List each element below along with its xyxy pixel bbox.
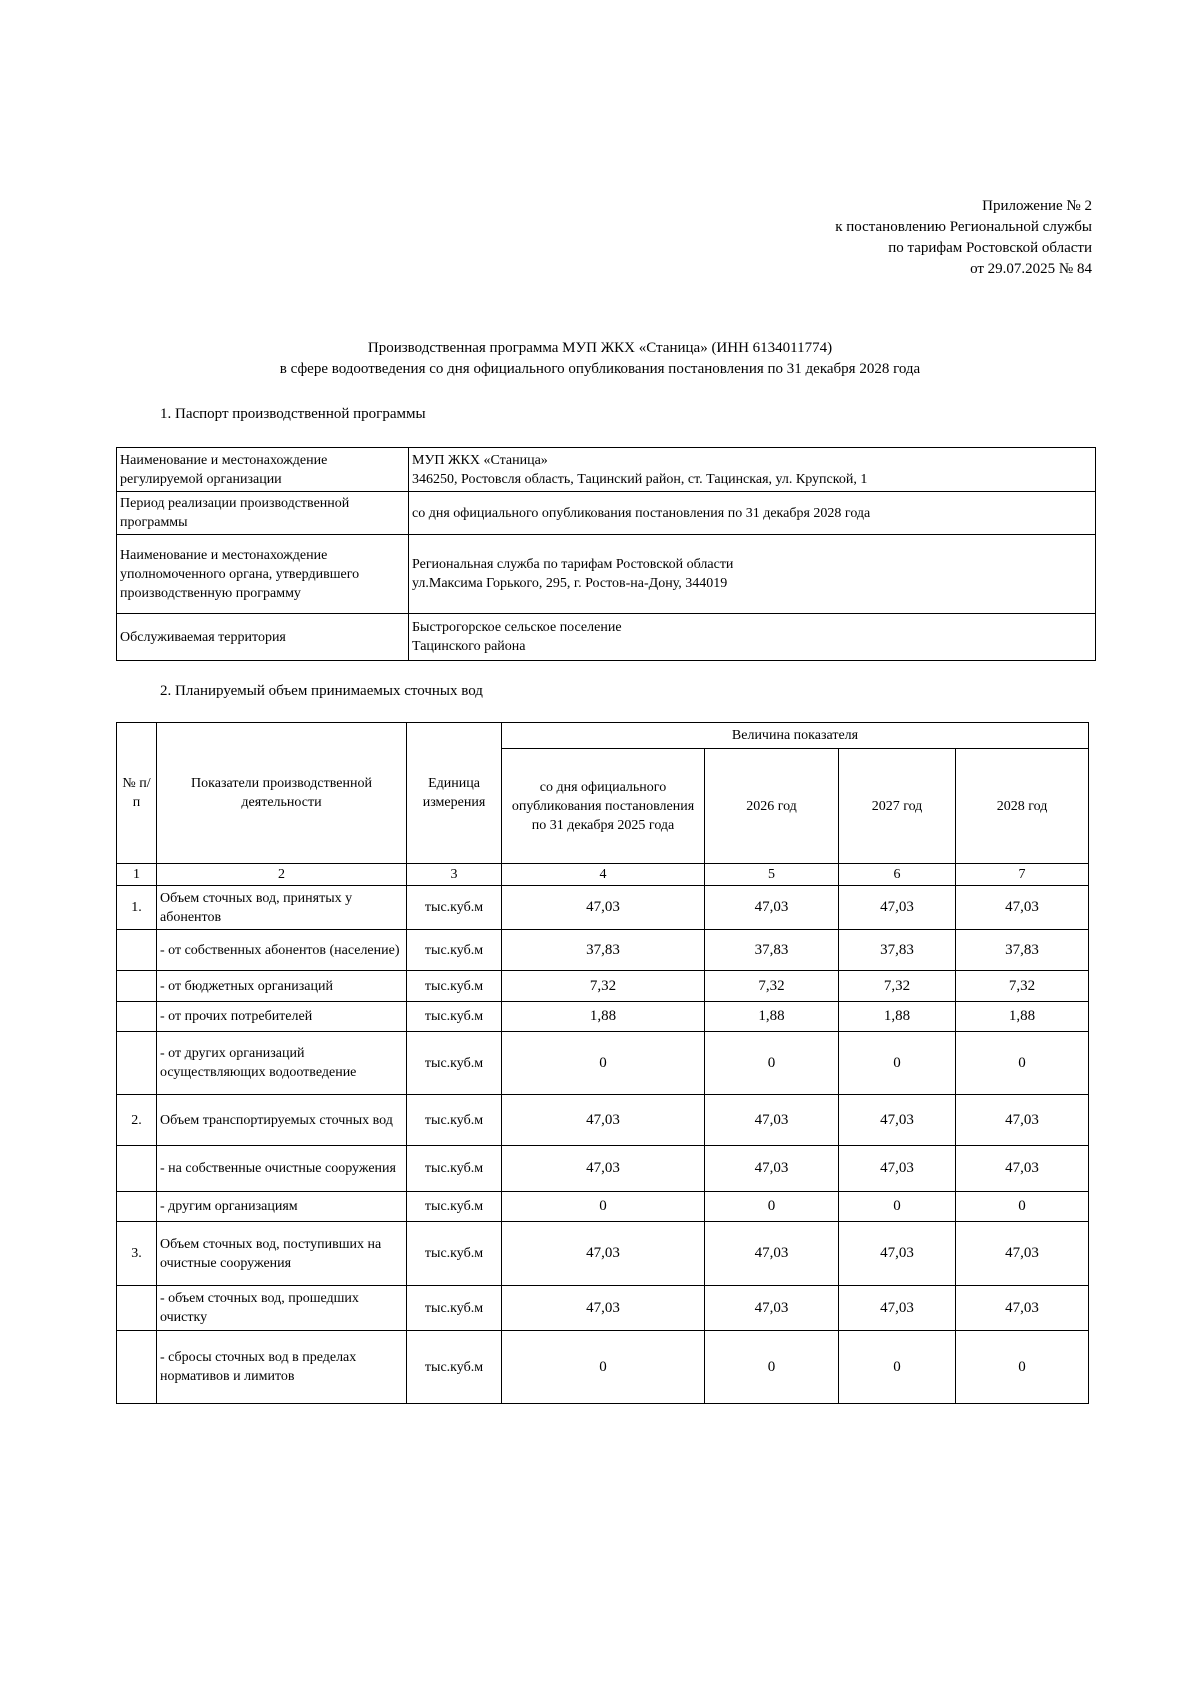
- row-value: 47,03: [839, 1095, 956, 1146]
- passport-value-line: Региональная служба по тарифам Ростовской области: [412, 557, 734, 572]
- row-value: 37,83: [705, 930, 839, 971]
- row-unit: тыс.куб.м: [407, 971, 502, 1002]
- passport-label: Наименование и местонахождение уполномоченного органа, утвердившего производственную программу: [117, 535, 409, 614]
- passport-label: Период реализации производственной программы: [117, 492, 409, 535]
- header-indicator: Показатели производственной деятельности: [157, 723, 407, 864]
- row-indicator: - на собственные очистные сооружения: [157, 1146, 407, 1192]
- row-value: 47,03: [502, 1146, 705, 1192]
- row-indicator: - от собственных абонентов (население): [157, 930, 407, 971]
- passport-value-line: Быстрогорское сельское поселение: [412, 620, 622, 635]
- row-value: 47,03: [502, 1222, 705, 1286]
- table-row: [117, 1222, 1089, 1286]
- row-value: 47,03: [956, 1222, 1089, 1286]
- table-row: [117, 492, 1096, 535]
- row-value: 1,88: [839, 1002, 956, 1032]
- row-unit: тыс.куб.м: [407, 1146, 502, 1192]
- row-value: 37,83: [956, 930, 1089, 971]
- table-row: [117, 1095, 1089, 1146]
- row-value: 0: [839, 1192, 956, 1222]
- row-value: 0: [956, 1032, 1089, 1095]
- appendix-line: от 29.07.2025 № 84: [970, 261, 1092, 277]
- passport-value: [409, 492, 1096, 535]
- row-indicator: Объем сточных вод, принятых у абонентов: [157, 886, 407, 930]
- row-unit: тыс.куб.м: [407, 1331, 502, 1404]
- row-number: [117, 1032, 157, 1095]
- column-number: 7: [956, 864, 1089, 886]
- row-unit: тыс.куб.м: [407, 886, 502, 930]
- column-number: 1: [117, 864, 157, 886]
- row-value: 1,88: [956, 1002, 1089, 1032]
- document-title: [0, 338, 1200, 380]
- header-year-2028: 2028 год: [956, 749, 1089, 864]
- row-number: [117, 1146, 157, 1192]
- row-value: 0: [839, 1032, 956, 1095]
- passport-value: [409, 448, 1096, 492]
- passport-value: [409, 614, 1096, 661]
- row-value: 1,88: [502, 1002, 705, 1032]
- row-unit: тыс.куб.м: [407, 930, 502, 971]
- row-value: 47,03: [502, 1095, 705, 1146]
- table-row: [117, 1192, 1089, 1222]
- row-value: 7,32: [705, 971, 839, 1002]
- row-value: 47,03: [839, 1222, 956, 1286]
- row-value: 0: [705, 1331, 839, 1404]
- row-number: 3.: [117, 1222, 157, 1286]
- row-number: 2.: [117, 1095, 157, 1146]
- header-row: [117, 723, 1089, 749]
- row-value: 0: [956, 1192, 1089, 1222]
- row-value: 1,88: [705, 1002, 839, 1032]
- header-period1: со дня официального опубликования постановления по 31 декабря 2025 года: [502, 749, 705, 864]
- row-unit: тыс.куб.м: [407, 1222, 502, 1286]
- row-value: 47,03: [839, 886, 956, 930]
- row-unit: тыс.куб.м: [407, 1286, 502, 1331]
- title-line: Производственная программа МУП ЖКХ «Станица» (ИНН 6134011774): [367, 340, 833, 356]
- appendix-line: по тарифам Ростовской области: [888, 240, 1092, 256]
- row-indicator: Объем сточных вод, поступивших на очистные сооружения: [157, 1222, 407, 1286]
- row-value: 0: [502, 1331, 705, 1404]
- row-indicator: - объем сточных вод, прошедших очистку: [157, 1286, 407, 1331]
- row-value: 0: [502, 1032, 705, 1095]
- header-no: № п/п: [117, 723, 157, 864]
- row-value: 47,03: [956, 1286, 1089, 1331]
- column-number: 5: [705, 864, 839, 886]
- row-indicator: - от бюджетных организаций: [157, 971, 407, 1002]
- column-number: 4: [502, 864, 705, 886]
- row-value: 7,32: [502, 971, 705, 1002]
- appendix-line: Приложение № 2: [982, 198, 1092, 214]
- row-value: 47,03: [705, 1286, 839, 1331]
- row-unit: тыс.куб.м: [407, 1032, 502, 1095]
- row-value: 47,03: [705, 1222, 839, 1286]
- table-row: [117, 1146, 1089, 1192]
- row-number: [117, 1286, 157, 1331]
- passport-label: Обслуживаемая территория: [117, 614, 409, 661]
- row-value: 47,03: [839, 1146, 956, 1192]
- row-number: [117, 1331, 157, 1404]
- row-value: 47,03: [956, 1146, 1089, 1192]
- table-row: [117, 1286, 1089, 1331]
- row-value: 47,03: [502, 1286, 705, 1331]
- column-number: 6: [839, 864, 956, 886]
- row-value: 47,03: [839, 1286, 956, 1331]
- row-value: 47,03: [705, 1146, 839, 1192]
- header-unit: Единица измерения: [407, 723, 502, 864]
- row-indicator: - другим организациям: [157, 1192, 407, 1222]
- passport-table: [116, 447, 1096, 661]
- row-value: 47,03: [956, 886, 1089, 930]
- table-row: [117, 1032, 1089, 1095]
- table-row: [117, 448, 1096, 492]
- table-row: [117, 971, 1089, 1002]
- row-value: 37,83: [502, 930, 705, 971]
- row-unit: тыс.куб.м: [407, 1192, 502, 1222]
- row-value: 47,03: [502, 886, 705, 930]
- row-indicator: - от других организаций осуществляющих водоотведение: [157, 1032, 407, 1095]
- passport-value-line: 346250, Ростовсля область, Тацинский район, ст. Тацинская, ул. Крупской, 1: [412, 471, 868, 487]
- passport-value-line: ул.Максима Горького, 295, г. Ростов-на-Дону, 344019: [412, 576, 728, 591]
- table-row: [117, 1331, 1089, 1404]
- column-number-row: [117, 864, 1089, 886]
- passport-value: [409, 535, 1096, 614]
- row-value: 37,83: [839, 930, 956, 971]
- passport-value-line: МУП ЖКХ «Станица»: [412, 452, 548, 468]
- passport-value-line: со дня официального опубликования постановления по 31 декабря 2028 года: [412, 505, 871, 521]
- table-row: [117, 535, 1096, 614]
- row-value: 0: [705, 1192, 839, 1222]
- header-year-2027: 2027 год: [839, 749, 956, 864]
- column-number: 3: [407, 864, 502, 886]
- table-row: [117, 886, 1089, 930]
- row-number: [117, 1002, 157, 1032]
- row-number: 1.: [117, 886, 157, 930]
- table-row: [117, 614, 1096, 661]
- section-heading-passport: 1. Паспорт производственной программы: [160, 406, 426, 422]
- passport-value-line: Тацинского района: [412, 639, 526, 654]
- row-indicator: Объем транспортируемых сточных вод: [157, 1095, 407, 1146]
- row-number: [117, 971, 157, 1002]
- row-value: 47,03: [705, 886, 839, 930]
- row-indicator: - от прочих потребителей: [157, 1002, 407, 1032]
- title-line: в сфере водоотведения со дня официального опубликования постановления по 31 декабря 2028 года: [279, 361, 921, 377]
- row-value: 0: [502, 1192, 705, 1222]
- table-row: [117, 930, 1089, 971]
- header-year-2026: 2026 год: [705, 749, 839, 864]
- row-unit: тыс.куб.м: [407, 1095, 502, 1146]
- header-value-group: Величина показателя: [502, 723, 1089, 749]
- row-unit: тыс.куб.м: [407, 1002, 502, 1032]
- volumes-table: [116, 722, 1089, 1404]
- row-value: 7,32: [956, 971, 1089, 1002]
- row-value: 47,03: [705, 1095, 839, 1146]
- appendix-line: к постановлению Региональной службы: [835, 219, 1092, 235]
- row-value: 0: [839, 1331, 956, 1404]
- table-row: [117, 1002, 1089, 1032]
- column-number: 2: [157, 864, 407, 886]
- row-value: 7,32: [839, 971, 956, 1002]
- row-number: [117, 930, 157, 971]
- appendix-header: [835, 196, 1092, 280]
- row-indicator: - сбросы сточных вод в пределах нормативов и лимитов: [157, 1331, 407, 1404]
- passport-label: Наименование и местонахождение регулируемой организации: [117, 448, 409, 492]
- row-number: [117, 1192, 157, 1222]
- row-value: 0: [956, 1331, 1089, 1404]
- row-value: 0: [705, 1032, 839, 1095]
- row-value: 47,03: [956, 1095, 1089, 1146]
- section-heading-volumes: 2. Планируемый объем принимаемых сточных вод: [160, 683, 483, 699]
